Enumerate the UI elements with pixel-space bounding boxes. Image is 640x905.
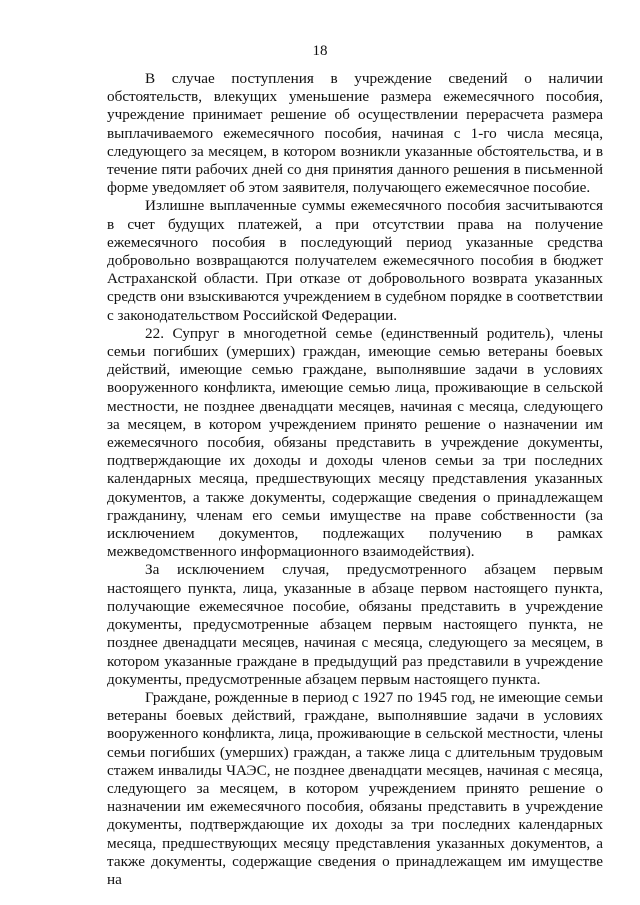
paragraph-citizens-1927-1945: Граждане, рожденные в период с 1927 по 1945 год, не имеющие семьи ветераны боевых действий, граждане, выполнявшие задачи в условиях вооруженного конфликта, лица, проживающие в сельской местности, члены семьи погибших (умерших) граждан, а также лица с длительным трудовым стажем инвалиды ЧАЭС, не позднее двенадцати месяцев, начиная с месяца, следующего за месяцем, в котором учреждением принято решение о назначении им ежемесячного пособия, обязаны представить в учреждение документы, подтверждающие их доходы за три последних календарных месяца, предшествующих месяцу представления указанных документов, а также документы, содержащие сведения о принадлежащем им имуществе на [107, 688, 603, 888]
paragraph-exception-case: За исключением случая, предусмотренного абзацем первым настоящего пункта, лица, указанные в абзаце первом настоящего пункта, получающие ежемесячное пособие, обязаны представить в учреждение документы, предусмотренные абзацем первым настоящего пункта, не позднее двенадцати месяцев, начиная с месяца, следующего за месяцем, в котором указанные граждане в предыдущий раз представили в учреждение документы, предусмотренные абзацем первым настоящего пункта. [107, 561, 603, 688]
paragraph-item-22: 22. Супруг в многодетной семье (единственный родитель), члены семьи погибших (умерших) граждан, имеющие семью ветераны боевых действий, имеющие семью граждане, выполнявшие задачи в условиях вооруженного конфликта, имеющие семью лица, проживающие в сельской местности, не позднее двенадцати месяцев, начиная с месяца, следующего за месяцем, в котором учреждением принято решение о назначении им ежемесячного пособия, обязаны представить в учреждение документы, подтверждающие их доходы и доходы членов семьи за три последних календарных месяца, предшествующих месяцу представления указанных документов, а также документы, содержащие сведения о принадлежащем гражданину, членам его семьи имуществе на праве собственности (за исключением документов, подлежащих получению в рамках межведомственного информационного взаимодействия). [107, 324, 603, 561]
paragraph-overpayment-recalculation: В случае поступления в учреждение сведений о наличии обстоятельств, влекущих уменьшение размера ежемесячного пособия, учреждение принимает решение об осуществлении перерасчета размера выплачиваемого ежемесячного пособия, начиная с 1-го числа месяца, следующего за месяцем, в котором возникли указанные обстоятельства, и в течение пяти рабочих дней со дня принятия данного решения в письменной форме уведомляет об этом заявителя, получающего ежемесячное пособие. [107, 70, 603, 197]
document-body [107, 70, 603, 889]
page-number: 18 [312, 43, 328, 59]
paragraph-excess-payments: Излишне выплаченные суммы ежемесячного пособия засчитываются в счет будущих платежей, а при отсутствии права на получение ежемесячного пособия в последующий период указанные средства добровольно возвращаются получателем ежемесячного пособия в бюджет Астраханской области. При отказе от добровольного возврата указанных средств они взыскиваются учреждением в судебном порядке в соответствии с законодательством Российской Федерации. [107, 197, 603, 324]
